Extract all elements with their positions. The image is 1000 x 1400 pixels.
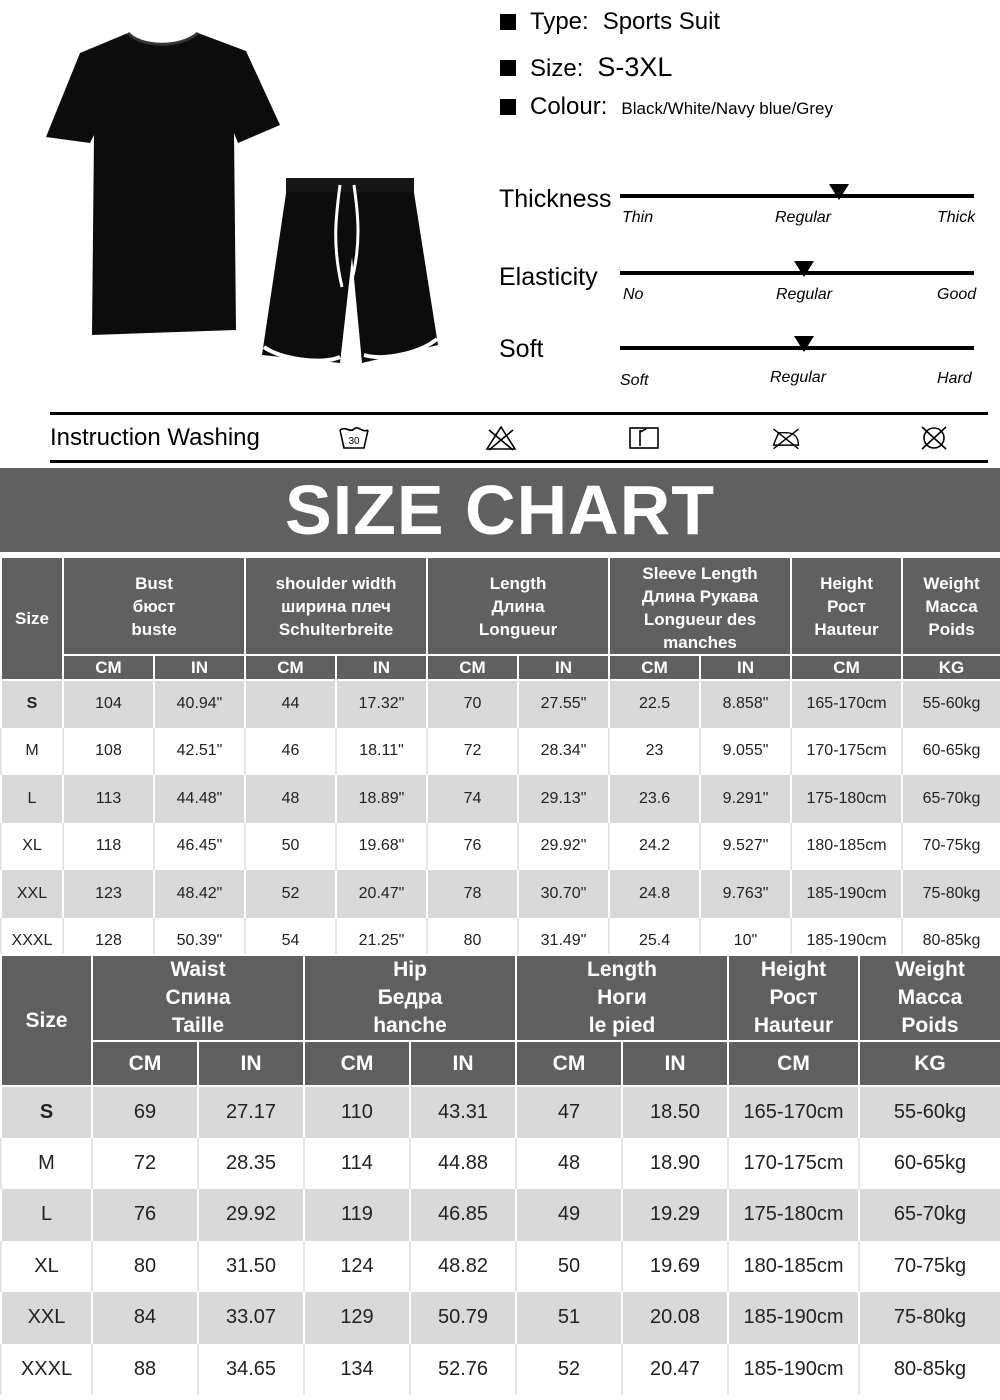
table-cell: 75-80kg [902, 870, 1000, 918]
table-cell: 65-70kg [902, 775, 1000, 823]
size-cell: XXXL [1, 918, 63, 966]
table-cell: 51 [516, 1292, 622, 1344]
unit-header: IN [336, 655, 427, 680]
table-row [1, 728, 1000, 776]
table-cell: 134 [304, 1344, 410, 1396]
table-cell: 185-190cm [728, 1292, 859, 1344]
table-cell: 123 [63, 870, 154, 918]
table-cell: 129 [304, 1292, 410, 1344]
size-cell: S [1, 680, 63, 728]
table-cell: 72 [92, 1138, 198, 1190]
table-cell: 76 [92, 1189, 198, 1241]
group-header [304, 955, 516, 1041]
table-cell: 84 [92, 1292, 198, 1344]
table-cell: 55-60kg [902, 680, 1000, 728]
group-header-line: Height [820, 573, 873, 593]
table-cell: 47 [516, 1086, 622, 1138]
group-header-line: Weight [923, 573, 980, 593]
table-cell: 25.4 [609, 918, 700, 966]
table-row [1, 1138, 1000, 1190]
group-header-line: ширина плеч [281, 596, 391, 616]
scale-label: No [623, 286, 644, 303]
spec-size-value: S-3XL [597, 52, 673, 82]
scale-marker [794, 336, 814, 352]
table-cell: 124 [304, 1241, 410, 1293]
unit-header: IN [518, 655, 609, 680]
size-cell: XL [1, 823, 63, 871]
table-cell: 118 [63, 823, 154, 871]
group-header [245, 557, 427, 655]
table-cell: 180-185cm [791, 823, 902, 871]
group-header [427, 557, 609, 655]
table-cell: 29.92" [518, 823, 609, 871]
divider [50, 460, 988, 463]
scale-label: Thick [937, 209, 976, 226]
spec-colour-value: Black/White/Navy blue/Grey [621, 99, 834, 118]
table-cell: 110 [304, 1086, 410, 1138]
unit-header: CM [92, 1041, 198, 1086]
table-cell: 18.90 [622, 1138, 728, 1190]
spec-colour [500, 93, 833, 121]
table-cell: 9.527" [700, 823, 791, 871]
size-cell: M [1, 728, 63, 776]
table-cell: 27.55" [518, 680, 609, 728]
group-header-line: hanche [373, 1014, 447, 1037]
group-header [63, 557, 245, 655]
table-cell: 80 [427, 918, 518, 966]
table-cell: 185-190cm [791, 918, 902, 966]
table-cell: 30.70" [518, 870, 609, 918]
table-cell: 80-85kg [902, 918, 1000, 966]
table-cell: 40.94" [154, 680, 245, 728]
unit-header: IN [700, 655, 791, 680]
group-header-line: manches [663, 633, 737, 652]
table-cell: 78 [427, 870, 518, 918]
table-cell: 69 [92, 1086, 198, 1138]
group-header-line: Poids [901, 1014, 959, 1037]
table-cell: 44.48" [154, 775, 245, 823]
table-cell: 23 [609, 728, 700, 776]
scale-label: Regular [776, 286, 833, 303]
table-cell: 44 [245, 680, 336, 728]
table-cell: 24.2 [609, 823, 700, 871]
unit-header: KG [859, 1041, 1000, 1086]
table-cell: 19.69 [622, 1241, 728, 1293]
table-row [1, 1292, 1000, 1344]
table-cell: 29.92 [198, 1189, 304, 1241]
size-header: Size [1, 557, 63, 680]
table-cell: 46 [245, 728, 336, 776]
group-header-line: Длина Рукава [641, 587, 759, 606]
group-header-line: Масса [897, 986, 963, 1009]
dry-flat-icon [628, 424, 660, 452]
unit-header: IN [410, 1041, 516, 1086]
group-header-line: Taille [171, 1014, 225, 1037]
table-cell: 28.34" [518, 728, 609, 776]
group-header [92, 955, 304, 1041]
group-header [609, 557, 791, 655]
unit-header: CM [63, 655, 154, 680]
table-cell: 170-175cm [791, 728, 902, 776]
unit-header: CM [427, 655, 518, 680]
size-cell: XXL [1, 870, 63, 918]
table-cell: 80 [92, 1241, 198, 1293]
group-header-line: Bust [135, 573, 173, 593]
scale-line [620, 194, 974, 198]
group-header-line: Poids [928, 619, 975, 639]
group-header-line: Schulterbreite [278, 619, 394, 639]
table-cell: 24.8 [609, 870, 700, 918]
size-cell: L [1, 1189, 92, 1241]
group-header [859, 955, 1000, 1041]
group-header-line: Sleeve Length [642, 564, 758, 583]
table-cell: 114 [304, 1138, 410, 1190]
unit-header: IN [154, 655, 245, 680]
table-cell: 20.47 [622, 1344, 728, 1396]
group-header-line: Hauteur [814, 619, 879, 639]
table-cell: 9.055" [700, 728, 791, 776]
table-cell: 18.89" [336, 775, 427, 823]
top-size-table [0, 556, 1000, 965]
table-cell: 31.50 [198, 1241, 304, 1293]
size-header: Size [1, 955, 92, 1086]
scale-marker [794, 261, 814, 277]
scale-marker [829, 184, 849, 200]
table-cell: 165-170cm [728, 1086, 859, 1138]
table-cell: 9.291" [700, 775, 791, 823]
size-cell: XXXL [1, 1344, 92, 1396]
table-row [1, 1241, 1000, 1293]
group-header-line: Waist [170, 958, 226, 981]
group-header-line: shoulder width [275, 573, 397, 593]
table-cell: 18.11" [336, 728, 427, 776]
group-header-line: Рост [769, 986, 818, 1009]
group-header-line: Longueur [478, 619, 558, 639]
unit-header: KG [902, 655, 1000, 680]
table-cell: 42.51" [154, 728, 245, 776]
table-cell: 48.82 [410, 1241, 516, 1293]
scale-title: Elasticity [499, 263, 598, 291]
table-cell: 17.32" [336, 680, 427, 728]
table-cell: 65-70kg [859, 1189, 1000, 1241]
table-cell: 104 [63, 680, 154, 728]
table-cell: 43.31 [410, 1086, 516, 1138]
size-chart-title: SIZE CHART [0, 468, 1000, 552]
spec-type-label: Type: [530, 8, 589, 35]
table-cell: 20.47" [336, 870, 427, 918]
spec-size [500, 52, 672, 83]
table-cell: 21.25" [336, 918, 427, 966]
table-cell: 52 [245, 870, 336, 918]
group-header-line: Ноги [597, 986, 647, 1009]
shorts-image [262, 178, 438, 363]
group-header-line: Height [760, 958, 827, 981]
table-cell: 55-60kg [859, 1086, 1000, 1138]
table-cell: 50 [245, 823, 336, 871]
wash-temp: 30 [348, 436, 360, 447]
table-cell: 20.08 [622, 1292, 728, 1344]
size-cell: XXL [1, 1292, 92, 1344]
table-cell: 19.68" [336, 823, 427, 871]
unit-header: CM [516, 1041, 622, 1086]
scale-label: Thin [622, 209, 654, 226]
scale-title: Soft [499, 335, 544, 363]
tshirt-image [46, 33, 280, 335]
table-cell: 80-85kg [859, 1344, 1000, 1396]
table-cell: 128 [63, 918, 154, 966]
unit-header: IN [198, 1041, 304, 1086]
table-cell: 72 [427, 728, 518, 776]
table-row [1, 870, 1000, 918]
table-cell: 23.6 [609, 775, 700, 823]
table-cell: 28.35 [198, 1138, 304, 1190]
table-cell: 48.42" [154, 870, 245, 918]
spec-type [500, 8, 720, 36]
table-row [1, 823, 1000, 871]
scale-label: Good [937, 286, 977, 303]
table-row [1, 680, 1000, 728]
group-header-line: Length [587, 958, 657, 981]
size-cell: L [1, 775, 63, 823]
table-cell: 70-75kg [859, 1241, 1000, 1293]
bullet-icon [500, 60, 516, 76]
table-cell: 50.79 [410, 1292, 516, 1344]
scale-label: Regular [770, 369, 827, 386]
wash-30-icon [338, 424, 370, 452]
group-header [728, 955, 859, 1041]
washing-title: Instruction Washing [50, 424, 260, 451]
group-header-line: Hip [393, 958, 427, 981]
group-header-line: бюст [132, 596, 176, 616]
bottom-size-table [0, 954, 1000, 1395]
table-cell: 60-65kg [859, 1138, 1000, 1190]
table-cell: 70-75kg [902, 823, 1000, 871]
unit-header: CM [304, 1041, 410, 1086]
scale-label: Soft [620, 372, 649, 389]
group-header [902, 557, 1000, 655]
no-dry-clean-icon [918, 424, 950, 452]
table-cell: 74 [427, 775, 518, 823]
group-header-line: Спина [165, 986, 231, 1009]
table-cell: 50 [516, 1241, 622, 1293]
table-cell: 113 [63, 775, 154, 823]
group-header [791, 557, 902, 655]
unit-header: IN [622, 1041, 728, 1086]
table-cell: 29.13" [518, 775, 609, 823]
group-header-line: Longueur des [643, 610, 757, 629]
table-row [1, 1086, 1000, 1138]
table-cell: 18.50 [622, 1086, 728, 1138]
divider [50, 412, 988, 415]
table-cell: 19.29 [622, 1189, 728, 1241]
table-cell: 48 [245, 775, 336, 823]
table-cell: 75-80kg [859, 1292, 1000, 1344]
table-cell: 70 [427, 680, 518, 728]
group-header-line: Длина [491, 596, 545, 616]
spec-size-label: Size: [530, 55, 584, 82]
table-cell: 108 [63, 728, 154, 776]
size-cell: S [1, 1086, 92, 1138]
spec-type-value: Sports Suit [602, 8, 721, 35]
table-cell: 46.85 [410, 1189, 516, 1241]
group-header-line: Hauteur [753, 1014, 834, 1037]
group-header-line: le pied [588, 1014, 656, 1037]
table-cell: 9.763" [700, 870, 791, 918]
table-cell: 46.45" [154, 823, 245, 871]
table-cell: 175-180cm [728, 1189, 859, 1241]
table-row [1, 1344, 1000, 1396]
no-bleach-icon [485, 424, 517, 452]
table-cell: 33.07 [198, 1292, 304, 1344]
table-cell: 52.76 [410, 1344, 516, 1396]
unit-header: CM [245, 655, 336, 680]
table-cell: 180-185cm [728, 1241, 859, 1293]
size-cell: M [1, 1138, 92, 1190]
table-cell: 60-65kg [902, 728, 1000, 776]
group-header-line: Бедра [377, 986, 443, 1009]
table-cell: 48 [516, 1138, 622, 1190]
table-cell: 88 [92, 1344, 198, 1396]
table-cell: 34.65 [198, 1344, 304, 1396]
table-cell: 49 [516, 1189, 622, 1241]
table-cell: 165-170cm [791, 680, 902, 728]
no-iron-icon [770, 424, 802, 452]
table-cell: 10" [700, 918, 791, 966]
bullet-icon [500, 14, 516, 30]
group-header-line: Weight [895, 958, 965, 981]
table-cell: 119 [304, 1189, 410, 1241]
table-cell: 76 [427, 823, 518, 871]
group-header-line: Length [489, 573, 547, 593]
table-cell: 52 [516, 1344, 622, 1396]
table-row [1, 1189, 1000, 1241]
table-cell: 170-175cm [728, 1138, 859, 1190]
group-header-line: Масса [925, 596, 978, 616]
table-cell: 175-180cm [791, 775, 902, 823]
product-image [40, 25, 450, 375]
table-cell: 31.49" [518, 918, 609, 966]
scale-label: Regular [775, 209, 832, 226]
group-header [516, 955, 728, 1041]
table-cell: 27.17 [198, 1086, 304, 1138]
scale-title: Thickness [499, 185, 612, 213]
unit-header: CM [728, 1041, 859, 1086]
unit-header: CM [609, 655, 700, 680]
table-cell: 50.39" [154, 918, 245, 966]
unit-header: CM [791, 655, 902, 680]
table-cell: 22.5 [609, 680, 700, 728]
table-row [1, 775, 1000, 823]
table-cell: 54 [245, 918, 336, 966]
table-cell: 44.88 [410, 1138, 516, 1190]
group-header-line: buste [131, 619, 177, 639]
table-cell: 185-190cm [791, 870, 902, 918]
spec-colour-label: Colour: [530, 93, 608, 120]
table-cell: 185-190cm [728, 1344, 859, 1396]
scale-label: Hard [937, 370, 972, 387]
bullet-icon [500, 99, 516, 115]
group-header-line: Рост [827, 596, 866, 616]
table-cell: 8.858" [700, 680, 791, 728]
size-cell: XL [1, 1241, 92, 1293]
